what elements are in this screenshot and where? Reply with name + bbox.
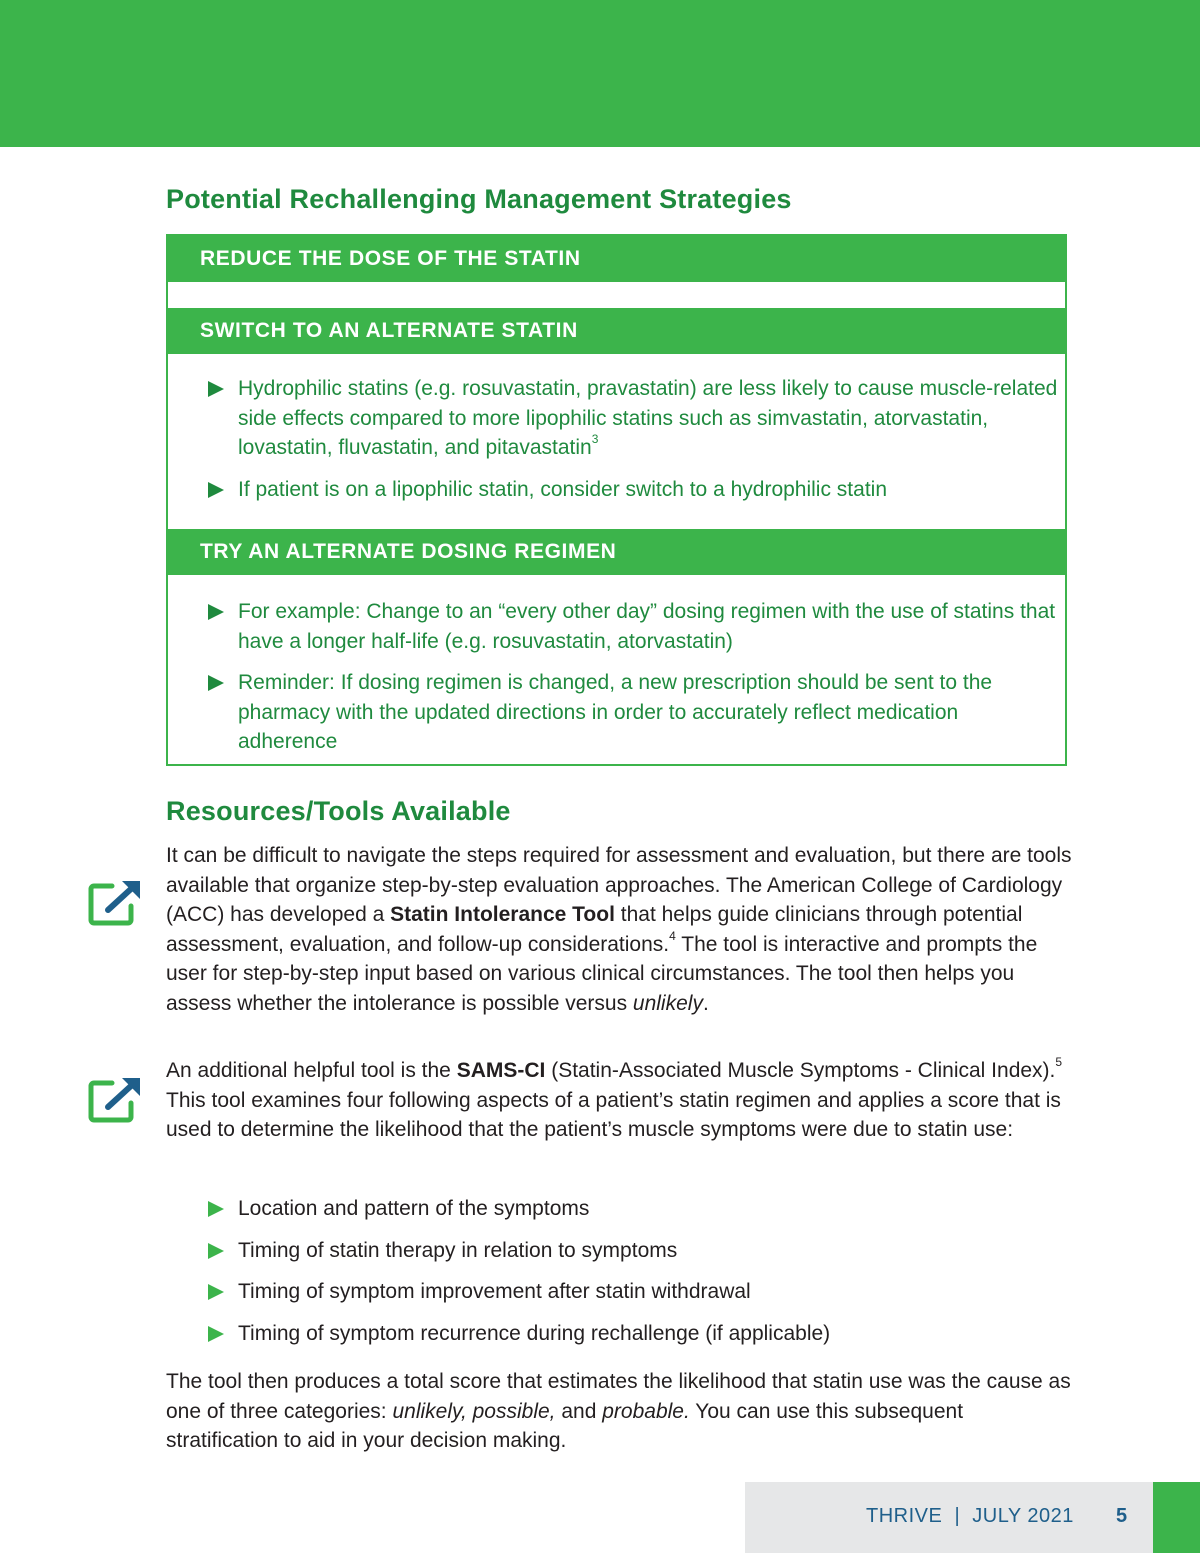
list-item: Reminder: If dosing regimen is changed, a new prescription should be sent to the pharmacy with the updated directions in order to accurately reflect medication adherence	[208, 668, 1058, 757]
section-heading-switch-statin: SWITCH TO AN ALTERNATE STATIN	[168, 308, 1065, 354]
statin-intolerance-paragraph: It can be difficult to navigate the steps required for assessment and evaluation, but there are tools available that organize step-by-step evaluation approaches. The American College of Cardiology (ACC) has developed a Statin Intolerance Tool that helps guide clinicians through potential assessment, evaluation, and follow-up considerations.$^4$ The tool is interactive and prompts the user for step-by-step input based on various clinical circumstances. The tool then helps you assess whether the intolerance is possible versus unlikely.	[166, 844, 1072, 1015]
external-link-icon[interactable]	[88, 878, 144, 926]
list-item: Location and pattern of the symptoms	[208, 1194, 1068, 1224]
sams-aspects-list	[208, 1194, 1068, 1348]
bullet-triangle-icon	[208, 604, 224, 620]
page-number: 5	[1116, 1505, 1128, 1527]
list-item: Timing of symptom improvement after statin withdrawal	[208, 1277, 1068, 1307]
bullet-triangle-icon	[208, 482, 224, 498]
footer-accent	[1153, 1482, 1200, 1553]
strategies-box	[166, 234, 1067, 766]
list-item: Timing of statin therapy in relation to symptoms	[208, 1236, 1068, 1266]
list-item: Timing of symptom recurrence during rechallenge (if applicable)	[208, 1319, 1068, 1349]
sams-ci-link[interactable]: SAMS-CI	[456, 1059, 546, 1082]
list-item: Hydrophilic statins (e.g. rosuvastatin, pravastatin) are less likely to cause muscle-related side effects compared to more lipophilic statins such as simvastatin, atorvastatin, lovastatin, fluvastatin, and pitavastatin$^3$	[208, 374, 1058, 463]
list-item: If patient is on a lipophilic statin, consider switch to a hydrophilic statin	[208, 475, 1058, 505]
score-paragraph: The tool then produces a total score that estimates the likelihood that statin use was the cause as one of three categories: unlikely, possible, and probable. You can use this subsequent stratification to aid in your decision making.	[166, 1370, 1071, 1452]
section-heading-dosing-regimen: TRY AN ALTERNATE DOSING REGIMEN	[168, 529, 1065, 575]
bullet-triangle-icon	[208, 1284, 224, 1300]
strategies-title: Potential Rechallenging Management Strategies	[166, 184, 792, 214]
bullet-triangle-icon	[208, 1243, 224, 1259]
sams-ci-paragraph: An additional helpful tool is the SAMS-CI (Statin-Associated Muscle Symptoms - Clinical Index).$^5$ This tool examines four following aspects of a patient’s statin regimen and applies a score that is used to determine the likelihood that the patient’s muscle symptoms were due to statin use:	[166, 1055, 1063, 1141]
bullet-triangle-icon	[208, 1326, 224, 1342]
dosing-regimen-list	[208, 597, 1058, 757]
statin-intolerance-tool-link[interactable]: Statin Intolerance Tool	[390, 903, 615, 926]
resources-title: Resources/Tools Available	[166, 796, 511, 826]
section-heading-reduce-dose: REDUCE THE DOSE OF THE STATIN	[168, 236, 1065, 282]
external-link-icon[interactable]	[88, 1075, 144, 1123]
switch-statin-list	[208, 374, 1058, 504]
footer-publication: THRIVE | JULY 2021	[866, 1505, 1074, 1527]
bullet-triangle-icon	[208, 381, 224, 397]
header-banner	[0, 0, 1200, 147]
bullet-triangle-icon	[208, 1201, 224, 1217]
bullet-triangle-icon	[208, 675, 224, 691]
list-item: For example: Change to an “every other day” dosing regimen with the use of statins that have a longer half-life (e.g. rosuvastatin, atorvastatin)	[208, 597, 1058, 656]
